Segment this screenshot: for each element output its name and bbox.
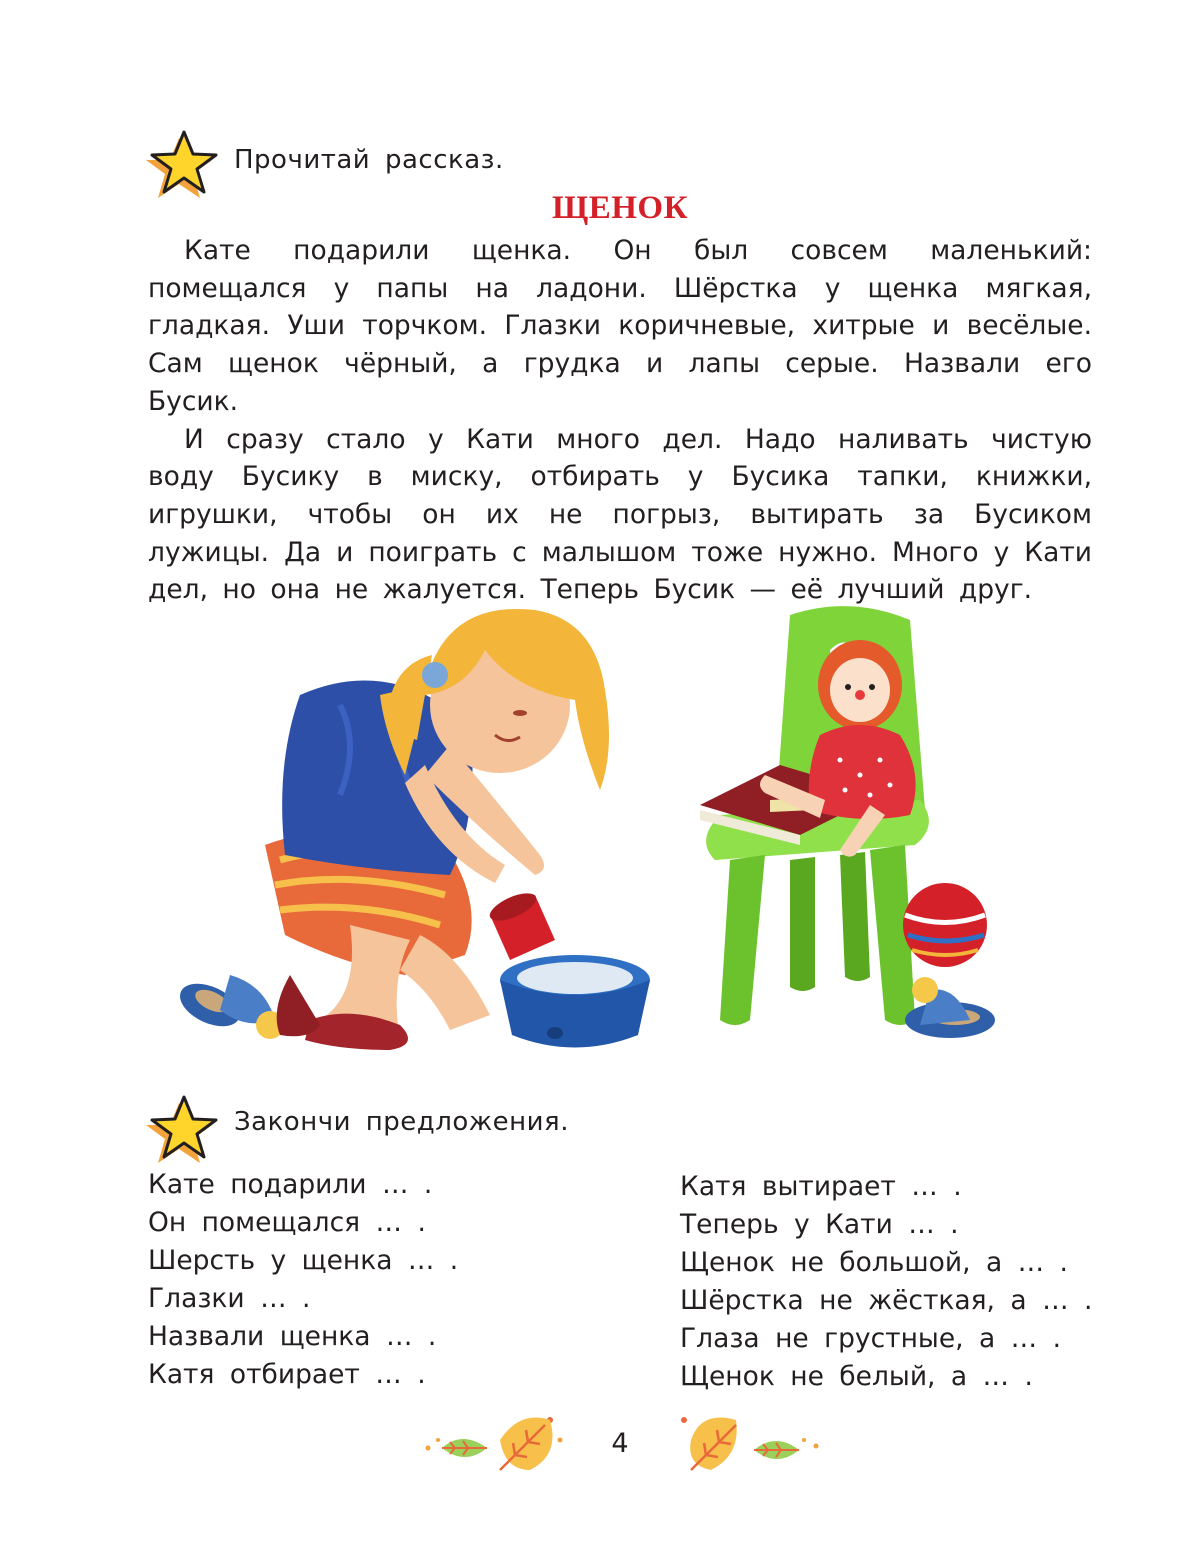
autumn-leaves-icon <box>420 1410 570 1480</box>
sentences-left-column <box>148 1166 458 1393</box>
page-number: 4 <box>611 1428 629 1459</box>
sentence-item: Шерсть у щенка … . <box>148 1244 459 1276</box>
sentence-item: Назвали щенка … . <box>148 1320 437 1352</box>
sentence-item: Кате подарили … . <box>148 1169 433 1200</box>
story-title: ЩЕНОК <box>551 190 688 226</box>
sentence-item: Катя отбирает … . <box>148 1358 426 1390</box>
story-paragraph: Кате подарили щенка. Он был совсем маленький: помещался у папы на ладони. Шёрстка у щенка мягкая, гладкая. Уши торчком. Глазки коричневые, хитрые и весёлые. Сам щенок чёрный, а грудка и лапы серые. Назвали его Бусик. <box>148 235 1092 417</box>
sentence-item: Щенок не большой, а … . <box>680 1246 1068 1278</box>
star-icon <box>146 1093 218 1163</box>
sentences-right-column <box>680 1168 1092 1395</box>
slipper-left-image <box>173 975 284 1039</box>
sentence-item: Глазки … . <box>148 1282 311 1314</box>
star-icon <box>146 128 218 198</box>
bowl-image <box>500 955 650 1048</box>
autumn-leaves-icon <box>676 1410 826 1480</box>
slipper-right-image <box>905 977 995 1038</box>
story-paragraph: И сразу стало у Кати много дел. Надо наливать чистую воду Бусику в миску, отбирать у Бусика тапки, книжки, игрушки, чтобы он их не погрыз, вытирать за Бусиком лужицы. Да и поиграть с малышом тоже нужно. Много у Кати дел, но она не жалуется. Теперь Бусик — её лучший друг. <box>148 423 1092 606</box>
sentence-item: Шёрстка не жёсткая, а … . <box>680 1284 1093 1316</box>
task-instruction-complete: Закончи предложения. <box>234 1107 569 1137</box>
task-instruction-read: Прочитай рассказ. <box>234 145 504 175</box>
sentence-item: Катя вытирает … . <box>680 1171 962 1202</box>
story-text <box>148 232 1092 609</box>
sentence-item: Щенок не белый, а … . <box>680 1360 1033 1392</box>
sentence-item: Теперь у Кати … . <box>680 1208 959 1240</box>
sentence-item: Глаза не грустные, а … . <box>680 1322 1061 1354</box>
sentence-item: Он помещался … . <box>148 1206 426 1238</box>
ball-image <box>903 883 987 967</box>
story-illustration <box>170 595 1020 1070</box>
